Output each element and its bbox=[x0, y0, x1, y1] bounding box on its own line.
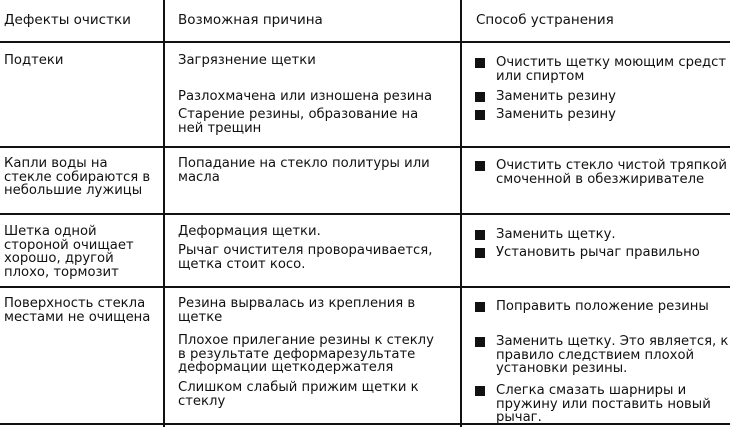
header-cause: Возможная причина bbox=[178, 12, 323, 28]
row-rule-1 bbox=[0, 146, 730, 148]
square-bullet-icon bbox=[475, 386, 485, 396]
cause-text: Плохое прилегание резины к стеклу в результате деформарезультате деформации щеткодержателя bbox=[178, 333, 434, 376]
defect-cell: Подтеки bbox=[4, 53, 64, 68]
cause-text: Резина вырвалась из крепления в щетке bbox=[178, 296, 416, 325]
cause-text: Разлохмачена или изношена резина bbox=[178, 89, 433, 104]
remedy-item: Слегка смазать шарниры и пружину или поставить новый рычаг. bbox=[475, 384, 711, 425]
square-bullet-icon bbox=[475, 302, 485, 312]
square-bullet-icon bbox=[475, 110, 485, 120]
header-defect: Дефекты очистки bbox=[4, 12, 131, 28]
cause-text: Слишком слабый прижим щетки к стеклу bbox=[178, 380, 419, 409]
header-rule bbox=[0, 41, 730, 43]
remedy-item: Очистить стекло чистой тряпкой смоченной в обезжиривателе bbox=[475, 159, 727, 186]
square-bullet-icon bbox=[475, 92, 485, 102]
defect-cell: Шетка одной стороной очищает хорошо, другой плохо, тормозит bbox=[4, 224, 134, 280]
square-bullet-icon bbox=[475, 58, 485, 68]
cause-text: Рычаг очистителя проворачивается, щетка стоит косо. bbox=[178, 243, 433, 272]
cause-text: Загрязнение щетки bbox=[178, 53, 316, 68]
column-divider-2 bbox=[460, 0, 462, 427]
remedy-item: Заменить резину bbox=[475, 108, 616, 122]
remedy-item: Заменить щетку. bbox=[475, 228, 616, 242]
column-divider-1 bbox=[163, 0, 165, 427]
remedy-item: Заменить резину bbox=[475, 90, 616, 104]
remedy-item: Очистить щетку моющим средст или спиртом bbox=[475, 56, 726, 83]
row-rule-2 bbox=[0, 213, 730, 215]
defect-cell: Капли воды на стекле собираются в небольшие лужицы bbox=[4, 156, 151, 199]
cause-text: Деформация щетки. bbox=[178, 224, 321, 239]
row-rule-3 bbox=[0, 286, 730, 288]
cause-text: Старение резины, образование на ней трещин bbox=[178, 107, 419, 136]
square-bullet-icon bbox=[475, 161, 485, 171]
remedy-item: Установить рычаг правильно bbox=[475, 246, 700, 260]
remedy-item: Заменить щетку. Это является, к правило следствием плохой установки резины. bbox=[475, 335, 728, 376]
defect-cell: Поверхность стекла местами не очищена bbox=[4, 296, 151, 325]
square-bullet-icon bbox=[475, 248, 485, 258]
header-remedy: Способ устранения bbox=[476, 12, 614, 28]
remedy-item: Поправить положение резины bbox=[475, 300, 709, 314]
square-bullet-icon bbox=[475, 337, 485, 347]
square-bullet-icon bbox=[475, 230, 485, 240]
cause-text: Попадание на стекло политуры или масла bbox=[178, 156, 430, 185]
